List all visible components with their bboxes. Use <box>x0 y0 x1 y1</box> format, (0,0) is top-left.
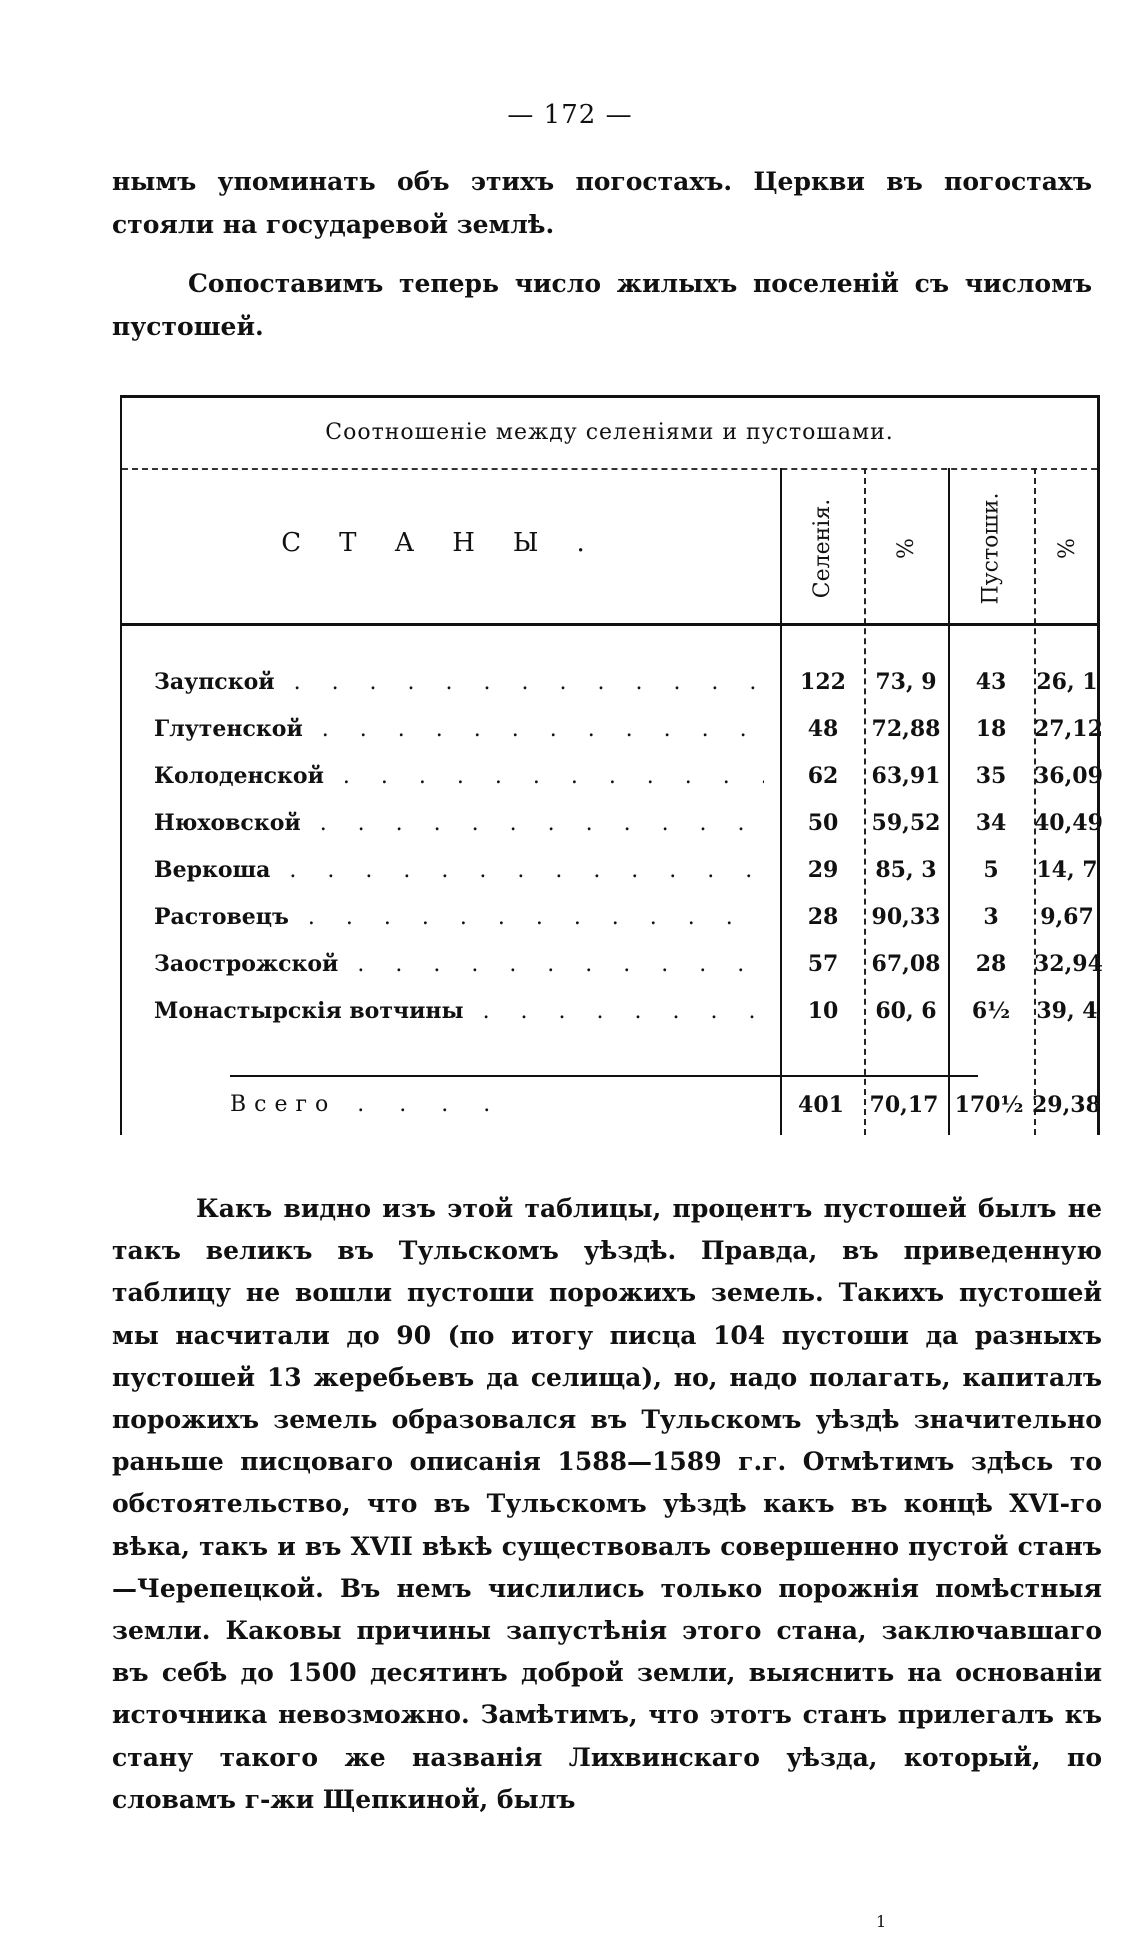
row-pustoshi: 6½ <box>971 998 1011 1024</box>
row-pustoshi: 5 <box>983 857 999 883</box>
row-name: Колоденской . . <box>154 763 764 789</box>
row-name: Заупской . . <box>154 669 764 695</box>
row-name: Нюховской . . <box>154 810 764 836</box>
row-pct2: 39, 4 <box>1036 998 1098 1024</box>
row-pustoshi: 3 <box>983 904 999 930</box>
table-total-row <box>0 1092 1140 1132</box>
paragraph-intro: нымъ упоминать объ этихъ погостахъ. Церкви въ погостахъ стояли на государевой землѣ. <box>112 167 1092 239</box>
row-seleniya: 62 <box>807 763 839 789</box>
row-pustoshi: 43 <box>975 669 1007 695</box>
table-row <box>122 898 1097 945</box>
row-pct2: 27,12 <box>1034 716 1103 742</box>
table-body <box>122 663 1103 1039</box>
header-seleniya-cell <box>786 478 860 618</box>
row-name: Глутенской . . <box>154 716 764 742</box>
row-pct2: 9,67 <box>1040 904 1094 930</box>
header-stany: СТАНЫ. <box>281 528 623 558</box>
table-row <box>122 663 1097 710</box>
row-seleniya: 50 <box>807 810 839 836</box>
row-name: Растовецъ . . <box>154 904 764 930</box>
row-seleniya: 10 <box>807 998 839 1024</box>
paragraph-comparison: Сопоставимъ теперь число жилыхъ поселеній съ числомъ пустошей. <box>112 269 1092 341</box>
row-pct1: 73, 9 <box>875 669 937 695</box>
row-pct2: 36,09 <box>1034 763 1103 789</box>
title-rule <box>122 468 1097 470</box>
sum-rule <box>230 1075 978 1077</box>
total-pct2: 29,38 <box>1032 1092 1101 1118</box>
row-seleniya: 29 <box>807 857 839 883</box>
total-pct1: 70,17 <box>869 1092 939 1118</box>
row-seleniya: 28 <box>807 904 839 930</box>
row-pct1: 60, 6 <box>875 998 937 1024</box>
row-pct1: 85, 3 <box>875 857 937 883</box>
settlements-table <box>120 395 1103 1135</box>
table-row <box>122 945 1103 992</box>
row-name: Монастырскія вотчины . . <box>154 998 764 1024</box>
row-pct1: 63,91 <box>871 763 941 789</box>
total-seleniya: 401 <box>798 1092 844 1118</box>
row-pct1: 90,33 <box>871 904 941 930</box>
header-pct2: % <box>1054 537 1080 559</box>
row-pct1: 72,88 <box>871 716 941 742</box>
row-pct1: 59,52 <box>871 810 941 836</box>
table-row <box>122 992 1097 1039</box>
header-pct1: % <box>893 537 919 559</box>
header-pct2-cell <box>1030 478 1104 618</box>
header-pct1-cell <box>869 478 943 618</box>
header-rule <box>122 623 1097 626</box>
row-pustoshi: 18 <box>975 716 1007 742</box>
table-title: Соотношеніе между селеніями и пустошами. <box>325 420 894 445</box>
header-seleniya: Селенія. <box>810 498 836 598</box>
total-pustoshi: 170½ <box>954 1092 1024 1118</box>
row-pct2: 14, 7 <box>1036 857 1098 883</box>
paragraph-analysis: Какъ видно изъ этой таблицы, процентъ пустошей былъ не такъ великъ въ Тульскомъ уѣздѣ. Правда, въ приведенную таблицу не вошли пустоши порожихъ земель. Такихъ пустошей мы насчитали до 90 (по итогу писца 104 пустоши да разныхъ пустошей 13 жеребьевъ да селища), но, надо полагать, капиталъ порожихъ земель образовался въ Тульскомъ уѣздѣ значительно раньше писцоваго описанія 1588—1589 г.г. Отмѣтимъ здѣсь то обстоятельство, что въ Тульскомъ уѣздѣ какъ въ концѣ XVI-го вѣка, такъ и въ XVII вѣкѣ существовалъ совершенно пустой станъ—Черепецкой. Въ немъ числились только порожнія помѣстныя земли. Каковы причины запустѣнія этого стана, заключавшаго въ себѣ до 1500 десятинъ доброй земли, выяснить на основаніи источника невозможно. Замѣтимъ, что этотъ станъ прилегалъ къ стану такого же названія Лихвинскаго уѣзда, который, по словамъ г-жи Щепкиной, былъ <box>112 1194 1102 1814</box>
header-pustoshi-cell <box>954 478 1028 618</box>
table-row <box>122 851 1097 898</box>
row-seleniya: 48 <box>807 716 839 742</box>
table-row <box>122 804 1103 851</box>
row-name: Заострожской . . <box>154 951 764 977</box>
row-pustoshi: 35 <box>975 763 1007 789</box>
row-pct2: 32,94 <box>1034 951 1103 977</box>
row-pustoshi: 28 <box>975 951 1007 977</box>
row-name: Веркоша . . <box>154 857 764 883</box>
row-pct1: 67,08 <box>871 951 941 977</box>
row-pustoshi: 34 <box>975 810 1007 836</box>
row-seleniya: 57 <box>807 951 839 977</box>
table-row <box>122 757 1103 804</box>
page-number: — 172 — <box>507 100 633 130</box>
table-row <box>122 710 1103 757</box>
total-label: Всего . . <box>230 1092 504 1117</box>
row-pct2: 26, 1 <box>1036 669 1098 695</box>
header-pustoshi: Пустоши. <box>978 492 1004 604</box>
row-pct2: 40,49 <box>1034 810 1103 836</box>
page-mark: 1 <box>876 1912 887 1931</box>
row-seleniya: 122 <box>800 669 846 695</box>
